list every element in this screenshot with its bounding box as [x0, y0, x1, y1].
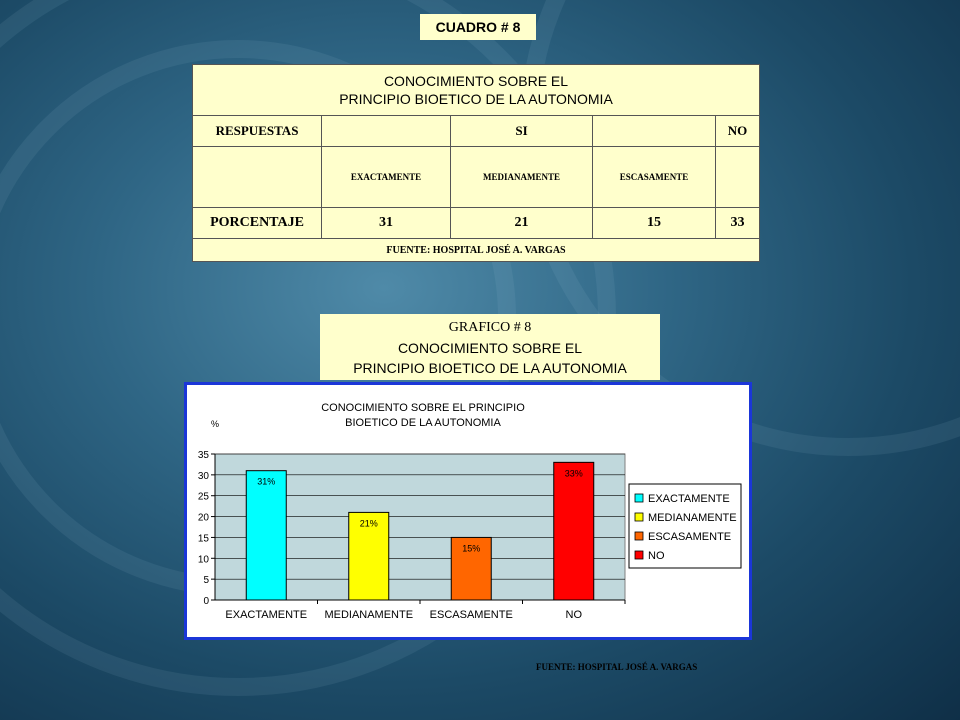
x-tick-label: MEDIANAMENTE	[324, 609, 414, 621]
y-tick-label: 0	[203, 596, 209, 607]
bar-data-label: 31%	[257, 476, 276, 487]
y-tick-label: 5	[203, 575, 209, 587]
y-tick-label: 15	[197, 533, 209, 545]
legend-swatch	[635, 551, 643, 559]
grafico-caption-line3: PRINCIPIO BIOETICO DE LA AUTONOMIA	[353, 360, 627, 376]
footer-source: FUENTE: HOSPITAL JOSÉ A. VARGAS	[536, 662, 698, 672]
subheader-empty	[193, 147, 322, 208]
bar-data-label: 21%	[359, 518, 378, 529]
table-row	[193, 208, 760, 239]
chart-legend	[629, 484, 741, 568]
subheader-escasamente: ESCASAMENTE	[593, 147, 716, 208]
y-axis-label: %	[211, 419, 220, 429]
x-tick-label: NO	[565, 609, 582, 621]
grafico-caption-line2: CONOCIMIENTO SOBRE EL	[397, 340, 583, 356]
value-exactamente: 31	[322, 208, 451, 239]
header-si: SI	[451, 116, 593, 147]
cuadro-title: CUADRO # 8	[420, 14, 536, 40]
x-tick-label: EXACTAMENTE	[225, 609, 308, 621]
value-medianamente: 21	[451, 208, 593, 239]
y-tick-label: 25	[197, 491, 209, 503]
bar-data-label: 15%	[462, 543, 481, 554]
x-tick-label: ESCASAMENTE	[429, 609, 513, 621]
plot-area	[198, 450, 625, 621]
legend-swatch	[635, 494, 643, 502]
legend-label: NO	[648, 550, 665, 562]
table-header-row	[193, 116, 760, 147]
subheader-empty	[716, 147, 760, 208]
y-tick-label: 35	[197, 450, 209, 461]
grafico-number: GRAFICO # 8	[448, 320, 532, 335]
bar-no	[554, 462, 594, 600]
legend-swatch	[635, 513, 643, 521]
chart-title-line1: CONOCIMIENTO SOBRE EL PRINCIPIO	[321, 402, 525, 414]
subheader-exactamente: EXACTAMENTE	[322, 147, 451, 208]
y-tick-label: 10	[197, 554, 209, 566]
table-source: FUENTE: HOSPITAL JOSÉ A. VARGAS	[193, 239, 760, 262]
subheader-medianamente: MEDIANAMENTE	[451, 147, 593, 208]
table-subheader-row	[193, 147, 760, 208]
bar-data-label: 33%	[564, 468, 583, 479]
value-escasamente: 15	[593, 208, 716, 239]
legend-label: ESCASAMENTE	[648, 531, 732, 543]
row-label-porcentaje: PORCENTAJE	[193, 208, 322, 239]
bar-chart	[187, 385, 749, 637]
chart-title-line2: BIOETICO DE LA AUTONOMIA	[345, 417, 501, 429]
header-no: NO	[716, 116, 760, 147]
legend-label: MEDIANAMENTE	[648, 512, 737, 524]
table-title-line2: PRINCIPIO BIOETICO DE LA AUTONOMIA	[339, 91, 613, 107]
legend-label: EXACTAMENTE	[648, 493, 730, 505]
grafico-caption	[320, 314, 660, 380]
chart-frame	[184, 382, 752, 640]
bar-exactamente	[246, 471, 286, 600]
y-tick-label: 20	[197, 512, 209, 524]
legend-swatch	[635, 532, 643, 540]
value-no: 33	[716, 208, 760, 239]
header-respuestas: RESPUESTAS	[193, 116, 322, 147]
table-title	[193, 65, 760, 116]
header-empty	[593, 116, 716, 147]
table-title-line1: CONOCIMIENTO SOBRE EL	[383, 73, 569, 89]
data-table	[192, 64, 760, 262]
y-tick-label: 30	[197, 470, 209, 482]
header-empty	[322, 116, 451, 147]
